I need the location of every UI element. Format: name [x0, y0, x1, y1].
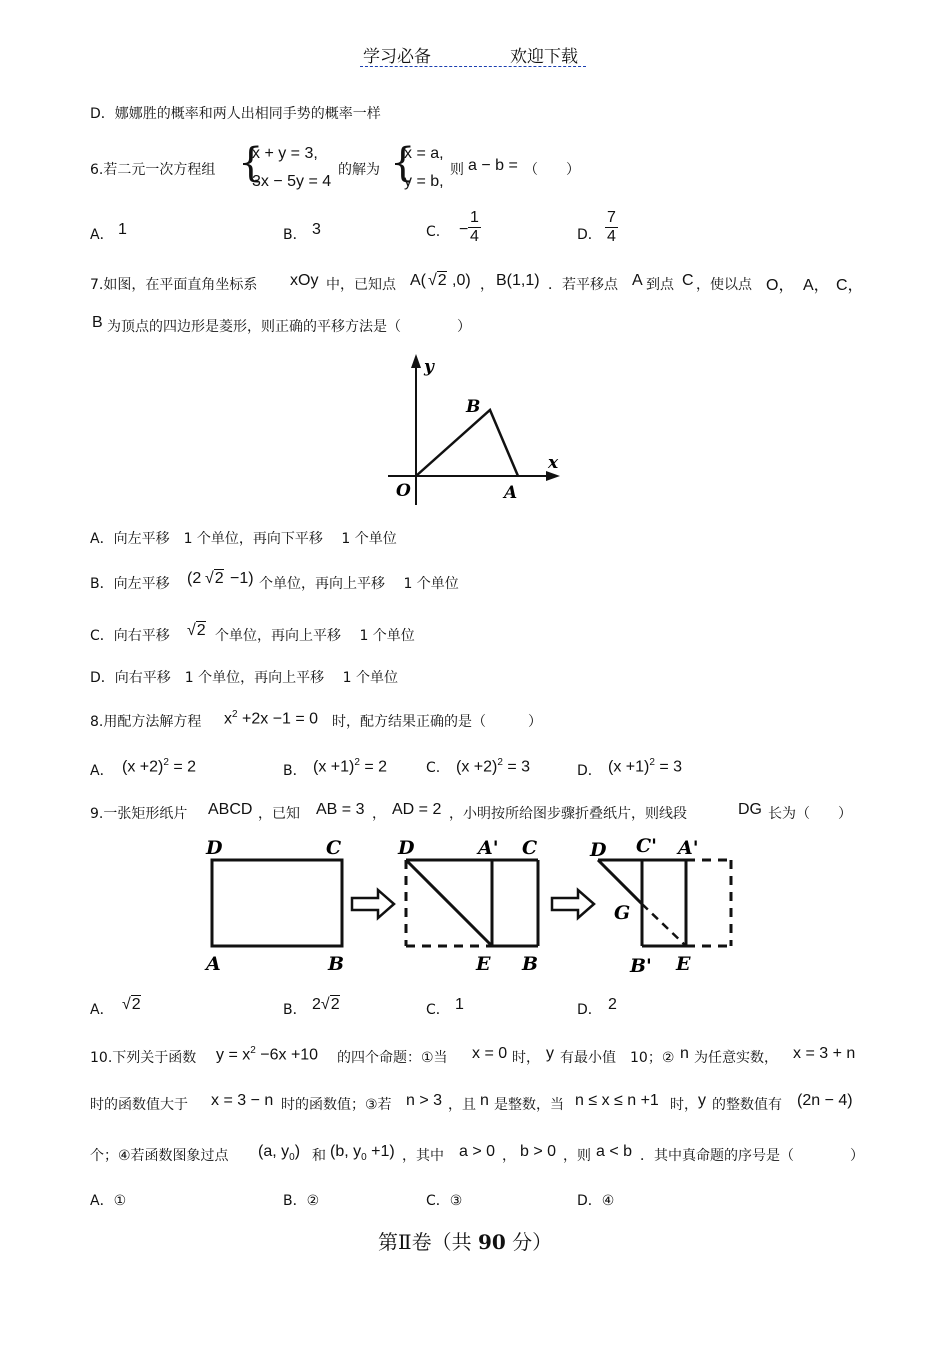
q7-text: ，使以点	[696, 277, 752, 293]
q9-fig3-label-c-prime: C'	[636, 835, 657, 857]
q9-fig1-label-b: B	[328, 953, 345, 975]
q8-option-a-expr: (x +2)	[122, 758, 164, 776]
q10-text: ，其中	[402, 1148, 444, 1164]
header-left: 学习必备	[363, 47, 431, 67]
q10-text: ，则	[563, 1148, 591, 1164]
q6-option-b-label: B．	[283, 227, 307, 243]
q6-option-c-num: 1	[470, 209, 479, 226]
q10-func-rest: −6x +10	[260, 1046, 319, 1064]
q6-option-b: 3	[312, 221, 321, 238]
section-title-a: 第Ⅱ卷（共	[378, 1230, 478, 1254]
q7-b: B	[92, 314, 103, 331]
q9-fig3-label-a-prime: A'	[678, 837, 699, 859]
q10-point-2-close: +1)	[371, 1143, 395, 1160]
q9-fig1-label-c: C	[326, 837, 342, 859]
q7-option-b-math2: −1)	[230, 570, 254, 587]
q10-text: 的整数值有	[712, 1097, 782, 1113]
q9-text: ，小明按所给图步骤折叠纸片，则线段	[449, 806, 687, 822]
q9-option-d: 2	[608, 996, 617, 1013]
q7-coordinate-figure	[380, 350, 570, 505]
q8-option-c-label: C.	[426, 760, 441, 776]
q9-option-a-arg: 2	[131, 996, 141, 1013]
q9-text: ，已知	[258, 806, 300, 822]
q6-eq2: 3x − 5y = 4	[252, 173, 332, 190]
q7-option-c: C．向右平移	[90, 628, 170, 644]
q7-sqrt-arg: 2	[437, 272, 447, 289]
q8-option-a	[122, 757, 196, 776]
q7-point-a-rest: ,0)	[452, 272, 471, 289]
q7-text: 到点	[646, 277, 674, 293]
q7-text: 中，已知点	[326, 277, 396, 293]
q7-label-o: O	[396, 481, 411, 501]
q10-math: n > 3	[406, 1092, 443, 1109]
q6-option-c-fraction	[468, 209, 481, 246]
q9-abcd: ABCD	[208, 801, 253, 818]
q10-text: 10.下列关于函数	[90, 1050, 197, 1066]
q7-option-b-rest: 个单位，再向上平移 1 个单位	[259, 576, 459, 592]
header-right: 欢迎下载	[510, 47, 578, 67]
q7-point-b: B(1,1)	[496, 272, 540, 289]
q6-suffix: 则	[450, 162, 464, 178]
q6-paren: （ ）	[524, 162, 580, 178]
q9-fig3-fold-dashed	[642, 904, 686, 946]
q9-paren: 长为（ ）	[768, 806, 852, 822]
q10-text: 时的函数值大于	[90, 1097, 188, 1113]
q6-option-d-label: D．	[577, 227, 602, 243]
q9-dg: DG	[738, 801, 762, 818]
q9-fig1-label-d: D	[206, 837, 223, 859]
q6-option-d-den: 4	[607, 228, 616, 245]
header-underline	[360, 66, 586, 67]
q10-point-2-sub: 0	[361, 1152, 367, 1164]
q10-point-1-sub: 0	[289, 1152, 295, 1164]
q10-math: a < b	[596, 1143, 633, 1160]
q10-point-1-a: (a, y	[258, 1143, 290, 1160]
q8-option-b-label: B．	[283, 763, 307, 779]
q7-a2: A，	[803, 277, 830, 294]
q10-option-d: D．④	[577, 1193, 615, 1209]
q10-math: x = 3 + n	[793, 1045, 856, 1062]
q10-text: 时的函数值；③若	[281, 1097, 392, 1113]
q9-comma: ，	[372, 806, 386, 822]
q10-text: 的四个命题：①当	[337, 1050, 448, 1066]
q8-eq-rest: +2x −1 = 0	[242, 710, 319, 728]
q8-option-b-rhs: = 2	[364, 758, 388, 776]
q9-fig1-rectangle	[212, 860, 342, 946]
q10-text: ，	[502, 1148, 516, 1164]
q10-text: 时，	[512, 1050, 540, 1066]
q7-option-b-math: (2	[187, 570, 202, 587]
q7-text: ．若平移点	[548, 277, 618, 293]
q9-fig3-label-d: D	[590, 839, 607, 861]
q8-option-a-label: A．	[90, 763, 114, 779]
q10-func-y: y = x	[216, 1046, 251, 1064]
q6-option-d-num: 7	[607, 209, 616, 226]
q7-label-x: x	[548, 453, 559, 473]
q10-math: n ≤ x ≤ n +1	[575, 1092, 659, 1109]
q10-math: y	[546, 1045, 554, 1062]
q6-sol2: y = b,	[404, 173, 444, 190]
q6-option-c-den: 4	[470, 228, 479, 245]
q9-fig2-label-e: E	[476, 953, 491, 975]
q9-fig2-label-a-prime: A'	[478, 837, 499, 859]
q9-folding-figures	[200, 832, 745, 980]
q9-fig3-label-b-prime: B'	[630, 955, 652, 977]
q7-point-a: A(	[410, 272, 426, 289]
q10-function	[216, 1045, 318, 1064]
q10-math: n	[480, 1092, 489, 1109]
q8-sup: 2	[232, 709, 238, 720]
section-title-score: 90	[477, 1230, 506, 1254]
q8-option-b	[313, 757, 387, 776]
q9-option-b-arg: 2	[330, 996, 340, 1013]
q10-text: 和	[312, 1148, 326, 1164]
q10-point-2	[330, 1143, 395, 1163]
q7-text: 为顶点的四边形是菱形，则正确的平移方法是（ ）	[107, 319, 471, 335]
q9-fig2-fold-line	[406, 860, 492, 946]
q9-arrow-1	[352, 890, 394, 918]
q10-math: x = 3 − n	[211, 1092, 274, 1109]
q10-text: 时，	[670, 1097, 698, 1113]
q10-point-1-close: )	[294, 1143, 301, 1160]
q8-x: x	[224, 710, 232, 728]
section-title	[378, 1226, 552, 1255]
q7-option-b: B．向左平移	[90, 576, 170, 592]
q9-fig1-label-a: A	[206, 953, 221, 975]
q5-option-d: D．娜娜胜的概率和两人出相同手势的概率一样	[90, 106, 381, 122]
q8-option-c	[456, 757, 530, 776]
q10-math: (2n − 4)	[797, 1092, 853, 1109]
q9-option-a: √2	[122, 996, 141, 1013]
q7-option-a: A．向左平移 1 个单位，再向下平移 1 个单位	[90, 531, 397, 547]
q9-fig3-label-g: G	[614, 902, 631, 924]
q9-fig2-label-b: B	[522, 953, 539, 975]
q8-option-d-sup: 2	[649, 757, 655, 768]
q8-option-d-rhs: = 3	[659, 758, 683, 776]
q8-option-c-sup: 2	[497, 757, 503, 768]
q6-eq1: x + y = 3,	[252, 145, 318, 162]
q7-option-b-sqrt: √2	[205, 570, 224, 587]
q7-xoy: xOy	[290, 272, 319, 289]
q10-text: 个；④若函数图象过点	[90, 1148, 229, 1164]
q7-option-c-sqrt: √2	[187, 622, 206, 639]
q7-option-b-sqrt-arg: 2	[214, 570, 224, 587]
section-title-c: 分）	[505, 1230, 553, 1254]
q9-option-a-label: A．	[90, 1002, 114, 1018]
q10-point-1	[258, 1143, 300, 1163]
q7-text: 7.如图，在平面直角坐标系	[90, 277, 258, 293]
q6-ask: a − b =	[468, 157, 518, 174]
q7-label-y: y	[424, 357, 434, 377]
q9-option-b-coef: 2	[312, 996, 321, 1013]
q9-option-d-label: D．	[577, 1002, 602, 1018]
q8-option-b-expr: (x +1)	[313, 758, 355, 776]
q10-text: 是整数，当	[494, 1097, 564, 1113]
q10-math: y	[698, 1092, 706, 1109]
q10-option-a: A．①	[90, 1193, 127, 1209]
q10-math: x = 0	[472, 1045, 508, 1062]
q10-text: ．其中真命题的序号是（ ）	[640, 1148, 864, 1164]
q6-mid: 的解为	[338, 162, 380, 178]
q10-text: 为任意实数，	[694, 1050, 778, 1066]
q10-math: b > 0	[520, 1143, 557, 1160]
q8-option-c-rhs: = 3	[507, 758, 531, 776]
q8-option-a-sup: 2	[163, 757, 169, 768]
q10-option-c: C．③	[426, 1193, 463, 1209]
q6-option-c-sign: −	[459, 221, 469, 238]
q8-stem-end: 时，配方结果正确的是（ ）	[332, 714, 542, 730]
q8-stem: 8.用配方法解方程	[90, 714, 202, 730]
q7-o: O，	[766, 277, 795, 294]
q8-option-d	[608, 757, 682, 776]
q6-option-a-label: A．	[90, 227, 114, 243]
q9-option-b: 2√2	[312, 996, 340, 1013]
q9-fig3-label-e: E	[676, 953, 691, 975]
q7-c: C	[682, 272, 694, 289]
q6-sol1: x = a,	[404, 145, 444, 162]
q7-triangle-oba	[416, 410, 518, 476]
q9-fig2-label-d: D	[398, 837, 415, 859]
q7-y-arrow	[411, 354, 421, 368]
q7-a: A	[632, 272, 643, 289]
q8-option-b-sup: 2	[354, 757, 360, 768]
q7-c2: C，	[836, 277, 864, 294]
q9-option-c: 1	[455, 996, 464, 1013]
q8-equation	[224, 709, 318, 728]
q10-text: ，且	[448, 1097, 476, 1113]
q6-option-c-label: C.	[426, 224, 441, 240]
q9-option-b-label: B．	[283, 1002, 307, 1018]
q9-ab: AB = 3	[316, 801, 365, 818]
q9-stem: 9.一张矩形纸片	[90, 806, 188, 822]
q7-option-c-sqrt-arg: 2	[196, 622, 206, 639]
q6-option-a: 1	[118, 221, 127, 238]
q7-label-a: A	[504, 483, 518, 503]
q9-arrow-2	[552, 890, 594, 918]
q6-prefix: 6.若二元一次方程组	[90, 162, 216, 178]
q9-fig2-label-c: C	[522, 837, 538, 859]
q6-right-brace: {	[390, 140, 416, 186]
q10-point-2-a: (b, y	[330, 1143, 362, 1160]
q8-option-c-expr: (x +2)	[456, 758, 498, 776]
q10-math: n	[680, 1045, 689, 1062]
q7-option-d: D．向右平移 1 个单位，再向上平移 1 个单位	[90, 670, 398, 686]
q7-sqrt: √2	[428, 272, 447, 289]
q7-option-c-rest: 个单位，再向上平移 1 个单位	[215, 628, 415, 644]
q6-option-d-fraction	[605, 209, 618, 246]
q10-math: a > 0	[459, 1143, 496, 1160]
q6-left-brace: {	[238, 140, 264, 186]
q10-text: 有最小值 10；②	[560, 1050, 675, 1066]
q10-func-sup: 2	[250, 1045, 256, 1056]
q10-option-b: B．②	[283, 1193, 320, 1209]
q9-option-c-label: C．	[426, 1002, 450, 1018]
q9-fig3-fold-solid	[598, 860, 642, 904]
q8-option-d-expr: (x +1)	[608, 758, 650, 776]
q7-label-b: B	[466, 397, 481, 417]
q8-option-a-rhs: = 2	[173, 758, 197, 776]
q7-comma: ，	[480, 277, 494, 293]
q9-ad: AD = 2	[392, 801, 442, 818]
q8-option-d-label: D．	[577, 763, 602, 779]
